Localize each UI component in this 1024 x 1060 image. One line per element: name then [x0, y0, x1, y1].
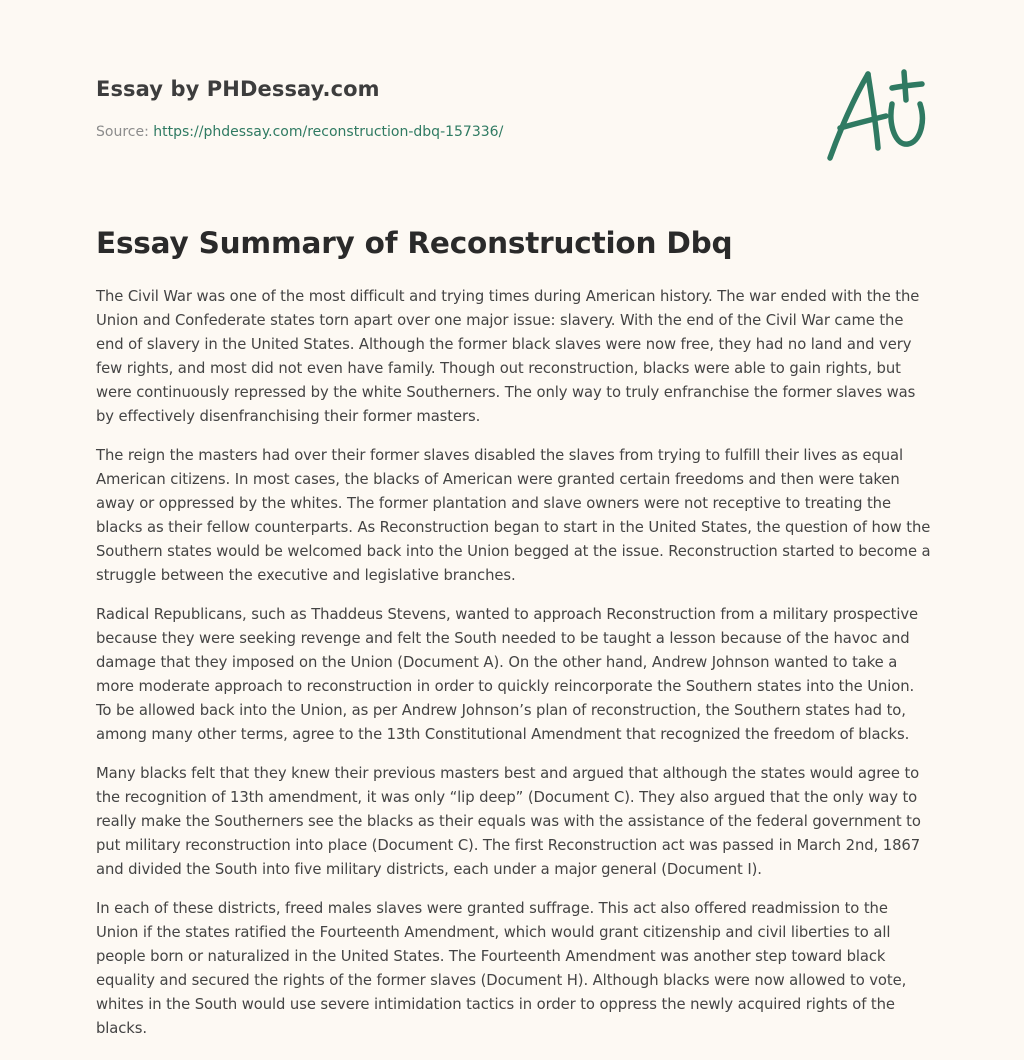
essay-body — [96, 285, 932, 1056]
essay-paragraph: The Civil War was one of the most difficult and trying times during American history. The war ended with the the Union and Confederate states torn apart over one major issue: slavery. With the end of the Civil War came the end of slavery in the United States. Although the former black slaves were now free, they had no land and very few rights, and most did not even have family. Though out reconstruction, blacks were able to gain rights, but were continuously repressed by the white Southerners. The only way to truly enfranchise the former slaves was by effectively disenfranchising their former masters. — [96, 288, 920, 425]
essay-paragraph: Many blacks felt that they knew their previous masters best and argued that although the states would agree to the recognition of 13th amendment, it was only “lip deep” (Document C). They also argued that the only way to really make the Southerners see the blacks as their equals was with the assistance of the federal government to put military reconstruction into place (Document C). The first Reconstruction act was passed in March 2nd, 1867 and divided the South into five military districts, each under a major general (Document I). — [96, 765, 921, 878]
essay-paragraph: In each of these districts, freed males slaves were granted suffrage. This act also offered readmission to the Union if the states ratified the Fourteenth Amendment, which would grant citizenship and civil liberties to all people born or naturalized in the United States. The Fourteenth Amendment was another step toward black equality and secured the rights of the former slaves (Document H). Although blacks were now allowed to vote, whites in the South would use severe intimidation tactics in order to oppress the newly acquired rights of the blacks. — [96, 900, 907, 1037]
essay-title: Essay Summary of Reconstruction Dbq — [96, 226, 733, 260]
source-line — [96, 124, 503, 140]
site-brand: Essay by PHDessay.com — [96, 77, 380, 101]
source-label: Source: — [96, 124, 154, 140]
source-link[interactable]: https://phdessay.com/reconstruction-dbq-157336/ — [153, 124, 504, 140]
page-header — [96, 0, 928, 200]
a-plus-logo-icon — [826, 66, 930, 166]
essay-paragraph: The reign the masters had over their former slaves disabled the slaves from trying to fulfill their lives as equal American citizens. In most cases, the blacks of American were granted certain freedoms and then were taken away or oppressed by the whites. The former plantation and slave owners were not receptive to treating the blacks as their fellow counterparts. As Reconstruction began to start in the United States, the question of how the Southern states would be welcomed back into the Union begged at the issue. Reconstruction started to become a struggle between the executive and legislative branches. — [96, 447, 931, 584]
essay-paragraph: Radical Republicans, such as Thaddeus Stevens, wanted to approach Reconstruction from a military prospective because they were seeking revenge and felt the South needed to be taught a lesson because of the havoc and damage that they imposed on the Union (Document A). On the other hand, Andrew Johnson wanted to take a more moderate approach to reconstruction in order to quickly reincorporate the Southern states into the Union. To be allowed back into the Union, as per Andrew Johnson’s plan of reconstruction, the Southern states had to, among many other terms, agree to the 13th Constitutional Amendment that recognized the freedom of blacks. — [96, 606, 919, 743]
